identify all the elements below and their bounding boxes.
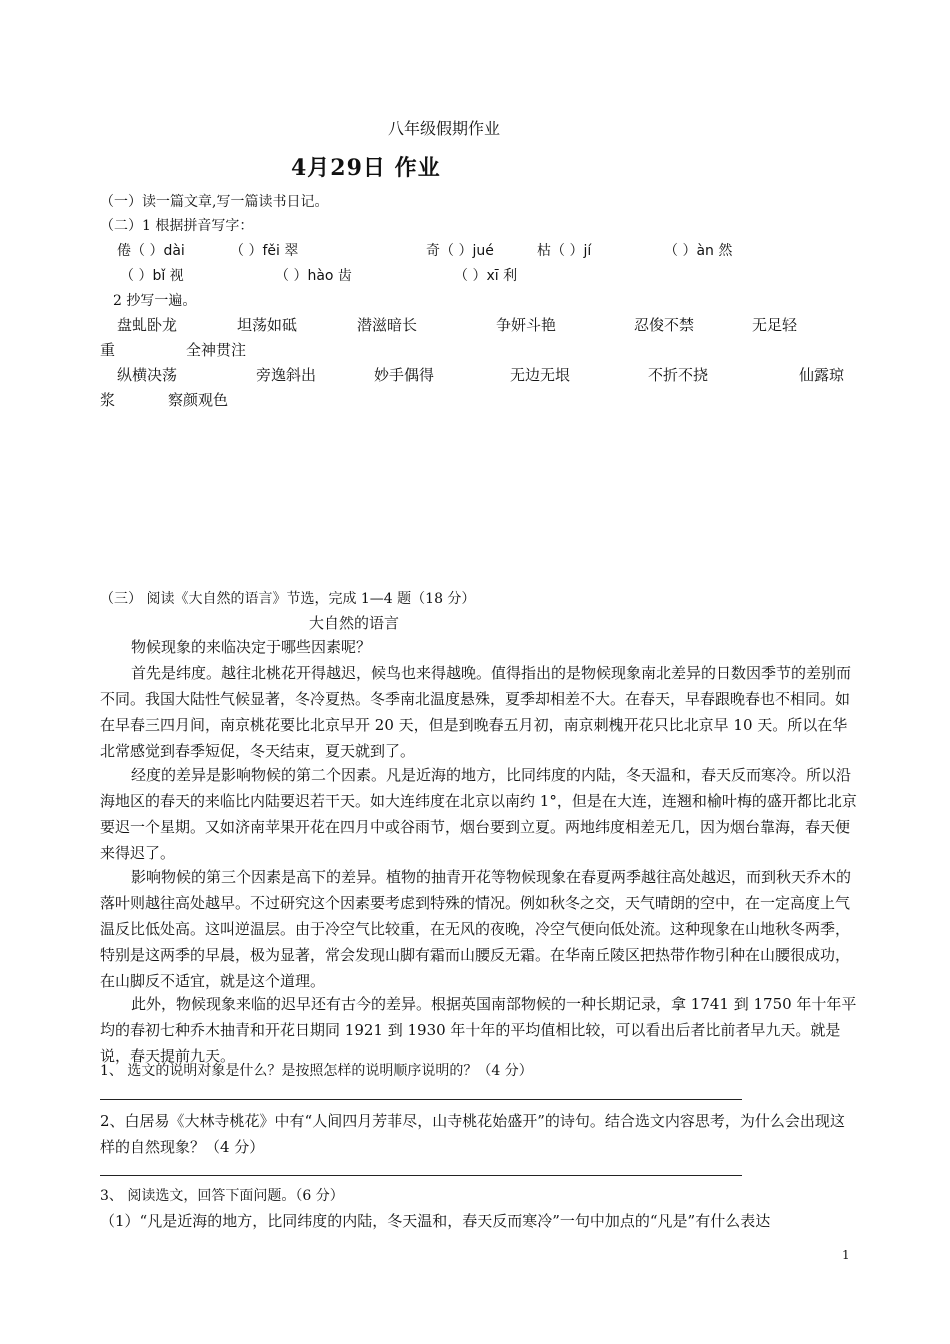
- section-2-heading: （二）1 根据拼音写字：: [100, 218, 254, 234]
- pinyin-item: （ ）àn 然: [664, 243, 733, 259]
- copy-heading: 2 抄写一遍。: [113, 293, 197, 309]
- pinyin-item: （ ）fěi 翠: [230, 243, 299, 259]
- copy-word: 仙露琼: [799, 366, 845, 384]
- pinyin-item: 枯（ ）jí: [537, 243, 592, 259]
- copy-word: 纵横决荡: [117, 366, 178, 384]
- answer-line: [100, 1175, 742, 1176]
- copy-word: 无足轻: [752, 316, 798, 334]
- copy-word: 盘虬卧龙: [117, 316, 178, 334]
- section-1-text: （一）读一篇文章,写一篇读书日记。: [100, 194, 329, 210]
- copy-word: 潜滋暗长: [357, 316, 418, 334]
- pinyin-item: （ ）hào 齿: [275, 268, 352, 284]
- copy-word: 忍俊不禁: [634, 316, 695, 334]
- copy-word: 坦荡如砥: [237, 316, 298, 334]
- article-paragraph: 首先是纬度。越往北桃花开得越迟，候鸟也来得越晚。值得指出的是物候现象南北差异的日数因季节的差别而不同。我国大陆性气候显著，冬冷夏热。冬季南北温度悬殊，夏季却相差不大。在春天，早春跟晚春也不相同。如在早春三四月间，南京桃花要比北京早开 20 天，但是到晚春五月初，南京刺槐开花只比北京早 10 天。所以在华北常感觉到春季短促，冬天结束，夏天就到了。: [100, 664, 852, 760]
- pinyin-item: 倦（ ）dài: [117, 243, 185, 259]
- page-number: 1: [842, 1248, 850, 1262]
- question-3-1: （1）“凡是近海的地方，比同纬度的内陆，冬天温和，春天反而寒冷”一句中加点的“凡是”有什么表达: [100, 1212, 771, 1230]
- page-title: 4月29日 作业: [291, 155, 441, 181]
- copy-word: 浆: [100, 391, 116, 409]
- article-paragraph: 影响物候的第三个因素是高下的差异。植物的抽青开花等物候现象在春夏两季越往高处越迟，而到秋天乔木的落叶则越往高处越早。不过研究这个因素要考虑到特殊的情况。例如秋冬之交，天气晴朗的空中，在一定高度上气温反比低处高。这叫逆温层。由于冷空气比较重，在无风的夜晚，冷空气便向低处流。这种现象在山地秋冬两季，特别是这两季的早晨，极为显著，常会发现山脚有霜而山腰反无霜。在华南丘陵区把热带作物引种在山腰很成功，在山脚反不适宜，就是这个道理。: [100, 868, 852, 990]
- question-3: 3、 阅读选文，回答下面问题。（6 分）: [100, 1188, 344, 1204]
- article-paragraph: 此外，物候现象来临的迟早还有古今的差异。根据英国南部物候的一种长期记录，拿 1741 到 1750 年十年平均的春初七种乔木抽青和开花日期同 1921 到 1930 年十年的平均值相比较，可以看出后者比前者早九天。就是说，春天提前九天。: [100, 995, 857, 1065]
- copy-word: 全神贯注: [186, 341, 247, 359]
- answer-line: [100, 1099, 742, 1100]
- copy-word: 不折不挠: [648, 366, 709, 384]
- copy-word: 旁逸斜出: [256, 366, 317, 384]
- question-2: 2、白居易《大林寺桃花》中有“人间四月芳菲尽，山寺桃花始盛开”的诗句。结合选文内容思考，为什么会出现这样的自然现象？（4 分）: [100, 1112, 845, 1156]
- section-3-heading: （三） 阅读《大自然的语言》节选，完成 1—4 题（18 分）: [100, 591, 476, 607]
- copy-word: 争妍斗艳: [496, 316, 557, 334]
- copy-word: 无边无垠: [510, 366, 571, 384]
- pinyin-item: （ ）xī 利: [454, 268, 518, 284]
- pinyin-item: 奇（ ）jué: [426, 243, 494, 259]
- copy-word: 重: [100, 341, 116, 359]
- article-paragraph: 经度的差异是影响物候的第二个因素。凡是近海的地方，比同纬度的内陆，冬天温和，春天反而寒冷。所以沿海地区的春天的来临比内陆要迟若干天。如大连纬度在北京以南约 1°，但是在大连，连翘和榆叶梅的盛开都比北京要迟一个星期。又如济南苹果开花在四月中或谷雨节，烟台要到立夏。两地纬度相差无几，因为烟台靠海，春天便来得迟了。: [100, 766, 857, 862]
- article-paragraph: 物候现象的来临决定于哪些因素呢？: [131, 638, 372, 656]
- copy-word: 察颜观色: [168, 391, 229, 409]
- article-title: 大自然的语言: [309, 614, 400, 632]
- copy-word: 妙手偶得: [374, 366, 435, 384]
- pinyin-item: （ ）bǐ 视: [120, 268, 184, 284]
- page-header-title: 八年级假期作业: [388, 119, 501, 138]
- question-1: 1、 选文的说明对象是什么？是按照怎样的说明顺序说明的？（4 分）: [100, 1063, 533, 1079]
